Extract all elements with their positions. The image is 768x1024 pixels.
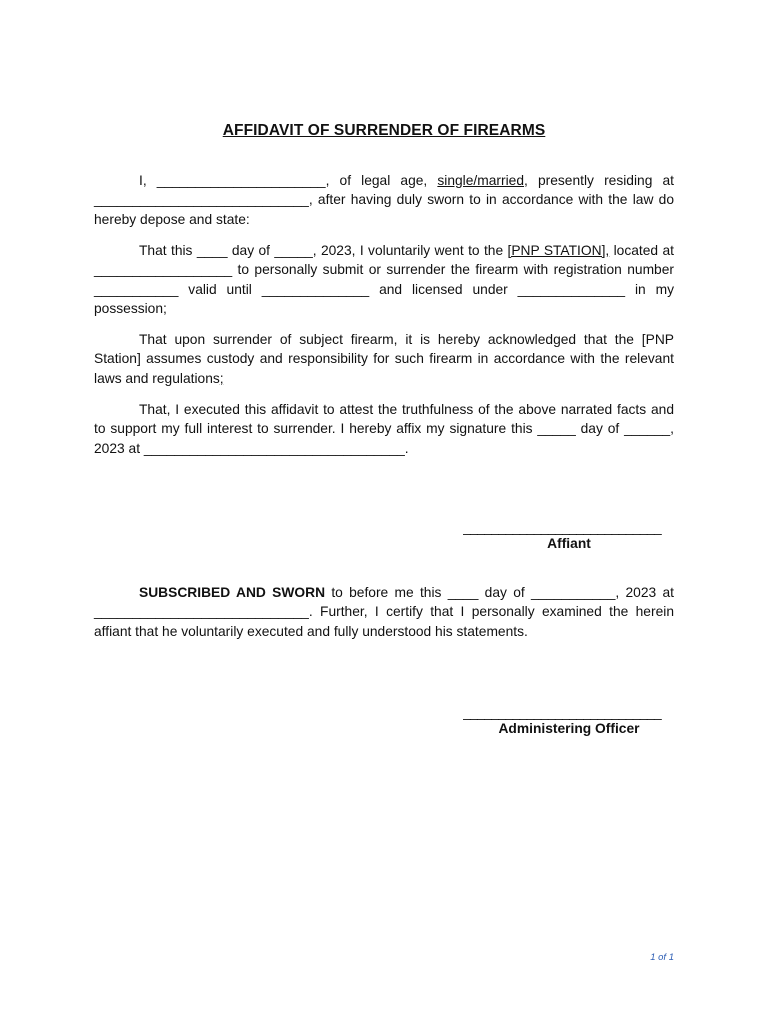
paragraph-attestation-text: That, I executed this affidavit to attest the truthfulness of the above narrated facts and to support my full interest to surrender. I hereby affix my signature this _____ day of ______, 2023 at __________________________________. xyxy=(94,402,674,456)
civil-status-text: single/married xyxy=(437,173,525,188)
affiant-signature-line: ____________________________ xyxy=(463,520,662,535)
paragraph-jurat-text: to before me this ____ day of ___________, 2023 at ____________________________. Further, I certify that I personally examined the herein affiant that he voluntarily executed and fully understood his statements. xyxy=(94,585,674,639)
document-title: AFFIDAVIT OF SURRENDER OF FIREARMS xyxy=(222,122,546,139)
paragraph-jurat xyxy=(94,583,674,641)
paragraph-custody-end: ; xyxy=(219,370,224,386)
paragraph-affiant-details-end: , presently residing at ____________________________, after having duly sworn to in accordance with the law do hereby depose and state: xyxy=(94,173,674,227)
page-number: 1 of 1 xyxy=(650,952,674,963)
paragraph-surrender-details xyxy=(94,241,674,318)
paragraph-custody-text: That upon surrender of subject firearm, it is hereby acknowledged that the [PNP Station] assumes custody and responsibility for such firearm in accordance with the relevant laws and regulations xyxy=(94,332,674,386)
paragraph-affiant-details xyxy=(94,171,674,229)
pnp-station-text: [PNP STATION], xyxy=(507,243,610,258)
paragraph-attestation xyxy=(94,400,674,458)
affiant-label: Affiant xyxy=(547,536,591,551)
officer-signature-line: ____________________________ xyxy=(463,705,662,720)
paragraph-custody xyxy=(94,330,674,388)
paragraph-surrender-details-end: located at __________________ to personally submit or surrender the firearm with registration number ___________ valid until ______________ and licensed under ______________ in my possession; xyxy=(94,243,674,316)
jurat-heading: SUBSCRIBED AND SWORN xyxy=(139,585,326,600)
administering-officer-label: Administering Officer xyxy=(498,721,640,736)
paragraph-surrender-details-start: That this ____ day of _____, 2023, I voluntarily went to the xyxy=(139,243,508,258)
paragraph-affiant-details-start: I, ______________________, of legal age, xyxy=(139,173,438,188)
